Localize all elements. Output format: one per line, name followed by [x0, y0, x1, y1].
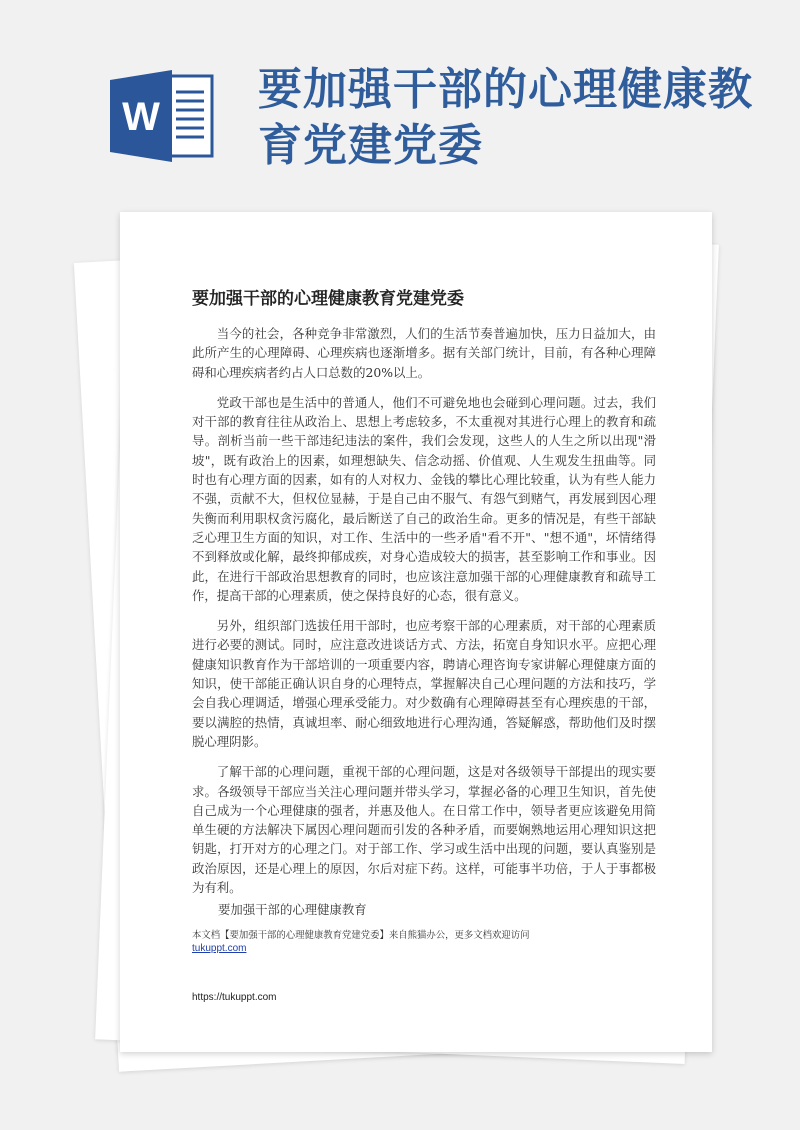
- paragraph-3: 另外，组织部门选拔任用干部时，也应考察干部的心理素质，对干部的心理素质进行必要的测试。同时，应注意改进谈话方式、方法，拓宽自身知识水平。应把心理健康知识教育作为干部培训的一项重要内容，聘请心理咨询专家讲解心理健康方面的知识，使干部能正确认识自身的心理特点，掌握解决自己心理问题的方法和技巧，学会自我心理调适，增强心理承受能力。对少数确有心理障碍甚至有心理疾患的干部，要以满腔的热情，真诚坦率、耐心细致地进行心理沟通，答疑解惑，帮助他们及时摆脱心理阴影。: [192, 618, 656, 749]
- page-title: 要加强干部的心理健康教育党建党委: [258, 64, 753, 171]
- source-link[interactable]: tukuppt.com: [192, 943, 247, 954]
- document-title: 要加强干部的心理健康教育党建党委: [192, 289, 464, 309]
- word-icon-letter: W: [122, 95, 160, 139]
- footer-url[interactable]: https://tukuppt.com: [192, 992, 277, 1003]
- paragraph-1: 当今的社会，各种竞争非常激烈，人们的生活节奏普遍加快，压力日益加大，由此所产生的心理障碍、心理疾病也逐渐增多。据有关部门统计，目前，有各种心理障碍和心理疾病者约占人口总数的20%以上。: [192, 326, 656, 380]
- document-body: [192, 324, 656, 908]
- paragraph-2: 党政干部也是生活中的普通人，他们不可避免地也会碰到心理问题。过去，我们对干部的教育往往从政治上、思想上考虑较多，不太重视对其进行心理上的教育和疏导。剖析当前一些干部违纪违法的案件，我们会发现，这些人的人生之所以出现"滑坡"，既有政治上的因素，如理想缺失、信念动摇、价值观、人生观发生扭曲等。同时也有心理方面的因素，如有的人对权力、金钱的攀比心理比较重，认为有些人能力不强，贡献不大，但权位显赫，于是自己由不服气、有怨气到赌气，再发展到因心理失衡而利用职权贪污腐化，最后断送了自己的政治生命。更多的情况是，有些干部缺乏心理卫生方面的知识，对工作、生活中的一些矛盾"看不开"、"想不通"，坏情绪得不到释放或化解，最终抑郁成疾，对身心造成较大的损害，甚至影响工作和事业。因此，在进行干部政治思想教育的同时，也应该注意加强干部的心理健康教育和疏导工作，提高干部的心理素质，使之保持良好的心态，很有意义。: [192, 394, 656, 603]
- source-note: 本文档【要加强干部的心理健康教育党建党委】来自熊猫办公，更多文档欢迎访问: [192, 930, 530, 941]
- paragraph-4: 了解干部的心理问题，重视干部的心理问题，这是对各级领导干部提出的现实要求。各级领导干部应当关注心理问题并带头学习，掌握必备的心理卫生知识，首先使自己成为一个心理健康的强者，并惠及他人。在日常工作中，领导者更应该避免用简单生硬的方法解决下属因心理问题而引发的各种矛盾，而要娴熟地运用心理知识这把钥匙，打开对方的心理之门。对于部工作、学习或生活中出现的问题，要认真鉴别是政治原因，还是心理上的原因，尔后对症下药。这样，可能事半功倍，于人于事都极为有利。: [192, 764, 656, 896]
- document-signature: 要加强干部的心理健康教育: [218, 902, 367, 917]
- word-document-icon: [110, 70, 216, 162]
- document-page: [120, 212, 712, 1052]
